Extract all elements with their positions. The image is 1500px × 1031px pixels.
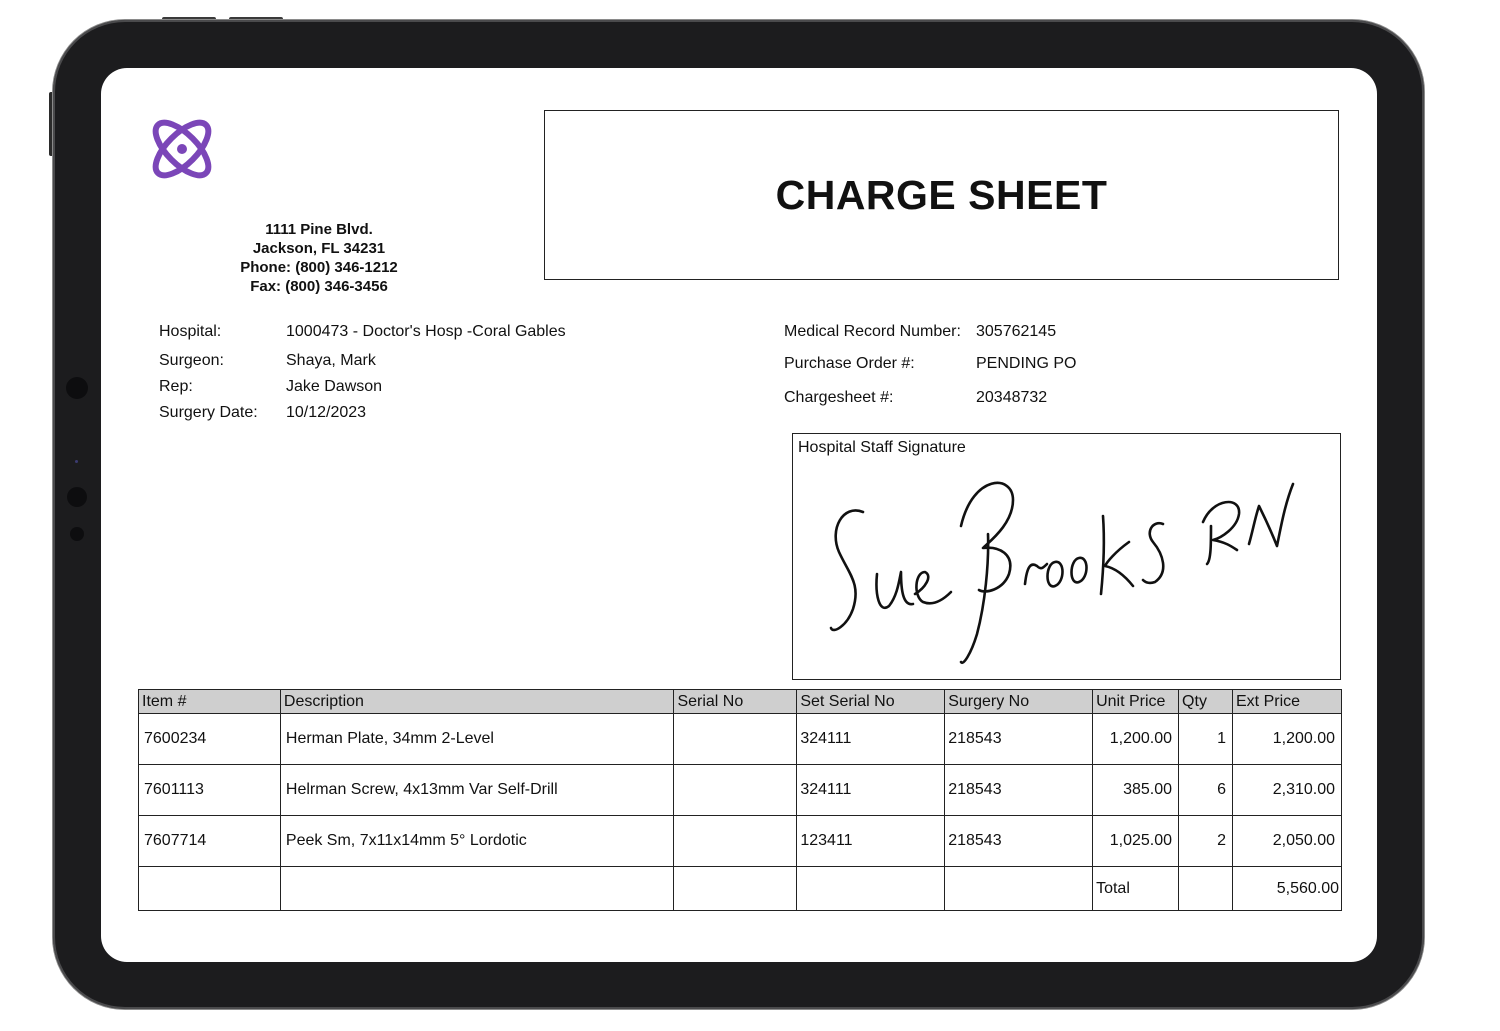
rep-label: Rep: xyxy=(159,378,193,395)
sensor-dot xyxy=(70,527,84,541)
cell-item: 7601113 xyxy=(139,765,281,816)
company-fax: Fax: (800) 346-3456 xyxy=(250,278,388,295)
hospital-value: 1000473 - Doctor's Hosp -Coral Gables xyxy=(286,323,566,340)
cell-description: Helrman Screw, 4x13mm Var Self-Drill xyxy=(280,765,674,816)
cell-surgery: 218543 xyxy=(945,714,1093,765)
cell-set-serial: 324111 xyxy=(797,765,945,816)
table-row xyxy=(139,765,1342,816)
total-label: Total xyxy=(1093,867,1179,911)
table-header-row xyxy=(139,690,1342,714)
col-header-set-serial: Set Serial No xyxy=(797,690,945,714)
cell-ext-price: 2,050.00 xyxy=(1233,816,1342,867)
cell-set-serial: 324111 xyxy=(797,714,945,765)
chargesheet-value: 20348732 xyxy=(976,389,1048,406)
signature-box[interactable] xyxy=(792,433,1341,680)
cell-ext-price: 1,200.00 xyxy=(1233,714,1342,765)
cell-description: Peek Sm, 7x11x14mm 5° Lordotic xyxy=(280,816,674,867)
cell-serial xyxy=(674,816,797,867)
medical-record-label: Medical Record Number: xyxy=(784,323,961,340)
cell-qty: 6 xyxy=(1179,765,1233,816)
address-line-1: 1111 Pine Blvd. xyxy=(265,221,373,238)
camera-lens xyxy=(67,487,87,507)
cell-unit-price: 1,025.00 xyxy=(1093,816,1179,867)
signature-label: Hospital Staff Signature xyxy=(798,439,966,456)
page-title: CHARGE SHEET xyxy=(775,171,1108,218)
col-header-unit-price: Unit Price xyxy=(1093,690,1179,714)
table-row xyxy=(139,816,1342,867)
cell-item: 7600234 xyxy=(139,714,281,765)
total-value: 5,560.00 xyxy=(1233,867,1342,911)
indicator-dot xyxy=(75,460,78,463)
cell-empty xyxy=(280,867,674,911)
rep-value: Jake Dawson xyxy=(286,378,383,395)
cell-serial xyxy=(674,765,797,816)
cell-empty xyxy=(674,867,797,911)
cell-empty xyxy=(1179,867,1233,911)
handwritten-signature xyxy=(793,434,1340,679)
cell-empty xyxy=(139,867,281,911)
atom-logo-icon xyxy=(145,112,219,186)
cell-empty xyxy=(945,867,1093,911)
cell-description: Herman Plate, 34mm 2-Level xyxy=(280,714,674,765)
cell-qty: 1 xyxy=(1179,714,1233,765)
charge-items-table xyxy=(138,689,1342,911)
chargesheet-label: Chargesheet #: xyxy=(784,389,894,406)
cell-ext-price: 2,310.00 xyxy=(1233,765,1342,816)
col-header-serial: Serial No xyxy=(674,690,797,714)
surgeon-label: Surgeon: xyxy=(159,352,224,369)
table-row xyxy=(139,714,1342,765)
title-box xyxy=(544,110,1339,280)
col-header-item: Item # xyxy=(139,690,281,714)
surgery-date-label: Surgery Date: xyxy=(159,404,258,421)
surgeon-value: Shaya, Mark xyxy=(286,352,376,369)
cell-qty: 2 xyxy=(1179,816,1233,867)
cell-empty xyxy=(797,867,945,911)
cell-set-serial: 123411 xyxy=(797,816,945,867)
company-address xyxy=(221,220,417,296)
address-line-2: Jackson, FL 34231 xyxy=(252,240,386,257)
total-row xyxy=(139,867,1342,911)
col-header-description: Description xyxy=(280,690,674,714)
cell-surgery: 218543 xyxy=(945,765,1093,816)
col-header-surgery: Surgery No xyxy=(945,690,1093,714)
company-phone: Phone: (800) 346-1212 xyxy=(240,259,398,276)
cell-serial xyxy=(674,714,797,765)
cell-unit-price: 1,200.00 xyxy=(1093,714,1179,765)
document-screen xyxy=(101,68,1377,962)
cell-surgery: 218543 xyxy=(945,816,1093,867)
hospital-label: Hospital: xyxy=(159,323,222,340)
purchase-order-value: PENDING PO xyxy=(976,355,1077,372)
col-header-qty: Qty xyxy=(1179,690,1233,714)
col-header-ext-price: Ext Price xyxy=(1233,690,1342,714)
camera-dot xyxy=(66,377,88,399)
purchase-order-label: Purchase Order #: xyxy=(784,355,915,372)
cell-unit-price: 385.00 xyxy=(1093,765,1179,816)
surgery-date-value: 10/12/2023 xyxy=(286,404,367,421)
cell-item: 7607714 xyxy=(139,816,281,867)
medical-record-value: 305762145 xyxy=(976,323,1057,340)
